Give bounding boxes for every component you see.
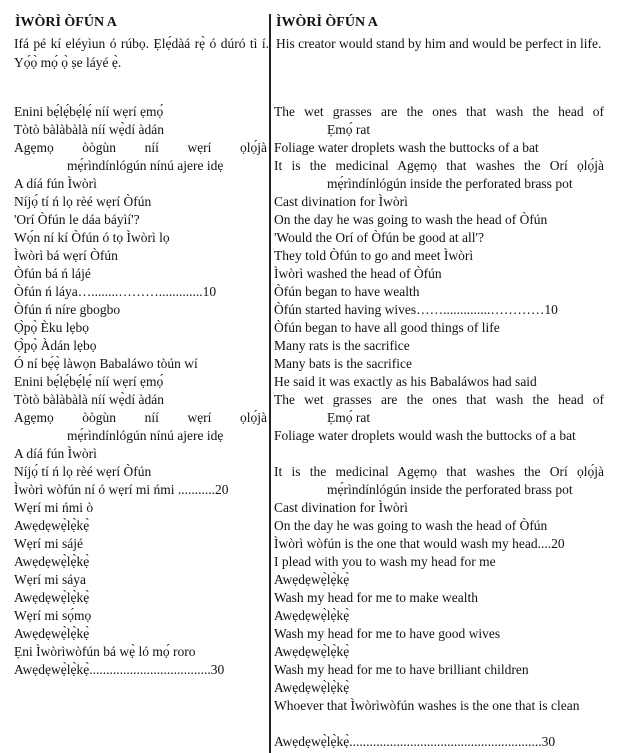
verse-line: Ọ̀pọ̀ Èku lẹbọ (14, 320, 89, 335)
english-intro: His creator would stand by him and would be perfect in life. (276, 36, 602, 51)
verse-line: Awẹdẹwẹ̀lẹ̀kẹ̀ (14, 590, 90, 605)
yoruba-title: ÌWÒRÌ ÒFÚN A (15, 15, 117, 30)
verse-line: Ìwòrì bá wẹrí Òfún (14, 248, 118, 263)
verse-line: Awẹdẹwẹ̀lẹ̀kẹ̀ (274, 572, 350, 587)
verse-line: The wet grasses are the ones that wash the head of (274, 104, 604, 119)
verse-line: Òfún ń láya…........……….............10 (14, 284, 217, 299)
verse-line: Ó ní bẹ́ẹ̀ làwọn Babaláwo tòún wí (14, 356, 198, 371)
verse-line: Awẹdẹwẹ̀lẹ̀kẹ̀ (14, 518, 90, 533)
verse-line: mẹ́rìndínlógún nínú ajere idẹ (67, 428, 224, 443)
verse-line: Many rats is the sacrifice (274, 338, 410, 353)
verse-line: Wẹrí mi sọ́mọ (14, 608, 92, 623)
verse-line: Ìwòrì washed the head of Òfún (274, 266, 442, 281)
verse-line: Níjọ́ tí ń lọ rèé wẹrí Òfún (14, 194, 152, 209)
verse-line: Awẹdẹwẹ̀lẹ̀kẹ̀ (274, 608, 350, 623)
yoruba-verse (14, 103, 267, 679)
verse-line: It is the medicinal Agẹmọ that washes the Orí ọlọ́jà (274, 464, 604, 479)
verse-line: Tòtò bàlàbàlà níí wẹ̀dí àdán (14, 122, 164, 137)
verse-line: Awẹdẹwẹ̀lẹ̀kẹ̀.........................................................30 (274, 734, 556, 749)
verse-line: Cast divination for Ìwòrì (274, 194, 408, 209)
verse-line: Foliage water droplets wash the buttocks of a bat (274, 140, 539, 155)
verse-line: Òfún began to have all good things of life (274, 320, 500, 335)
verse-line: A díá fún Ìwòrì (14, 446, 97, 461)
verse-line: Níjọ́ tí ń lọ rèé wẹrí Òfún (14, 464, 152, 479)
verse-line: Foliage water droplets would wash the buttocks of a bat (274, 428, 576, 443)
verse-line: Wọ́n ní kí Òfún ó tọ Ìwòrì lọ (14, 230, 170, 245)
verse-line: It is the medicinal Agẹmọ that washes the Orí ọlọ́jà (274, 158, 604, 173)
verse-line: Òfún started having wives……..............…………10 (274, 302, 558, 317)
verse-line: On the day he was going to wash the head of Òfún (274, 212, 548, 227)
verse-line: Wẹrí mi sáya (14, 572, 86, 587)
verse-line: Awẹdẹwẹ̀lẹ̀kẹ̀ (274, 644, 350, 659)
english-title: ÌWÒRÌ ÒFÚN A (276, 15, 378, 30)
verse-line: 'Would the Orí of Òfún be good at all'? (274, 230, 484, 245)
verse-line: 'Orí Òfún le dáa báyìí'? (14, 212, 140, 227)
verse-line: Wẹrí mi ńmi ò (14, 500, 94, 515)
verse-line: The wet grasses are the ones that wash the head of (274, 392, 604, 407)
verse-line: Òfún began to have wealth (274, 284, 420, 299)
verse-line: They told Òfún to go and meet Ìwòrì (274, 248, 474, 263)
verse-line: Òfún ń níre gbogbo (14, 302, 121, 317)
verse-line: Ìwòrì wòfún ní ó wẹrí mi ńmi ...........20 (14, 482, 229, 497)
verse-line: I plead with you to wash my head for me (274, 554, 496, 569)
verse-line: On the day he was going to wash the head of Òfún (274, 518, 548, 533)
verse-line: Wash my head for me to have brilliant children (274, 662, 529, 677)
verse-line: Awẹdẹwẹ̀lẹ̀kẹ̀ (14, 626, 90, 641)
verse-line: Awẹdẹwẹ̀lẹ̀kẹ̀ (14, 554, 90, 569)
verse-line: Wash my head for me to have good wives (274, 626, 501, 641)
verse-line: Ẹni Ìwòrìwòfún bá wẹ̀ ló mọ́ roro (14, 644, 196, 659)
verse-line: Whoever that Ìwòrìwòfún washes is the one that is clean (274, 698, 580, 713)
column-divider (269, 14, 271, 753)
verse-line: mẹ́rìndínlógún nínú ajere idẹ (67, 158, 224, 173)
verse-line: Wẹrí mi sájé (14, 536, 83, 551)
verse-line: Ẹmọ́ rat (327, 410, 371, 425)
verse-line: Enini bẹ́lẹ́bẹ́lẹ́ níí wẹrí ẹmọ́ (14, 374, 164, 389)
verse-line: Awẹdẹwẹ̀lẹ̀kẹ̀ (274, 680, 350, 695)
verse-line: Ìwòrì wòfún is the one that would wash my head....20 (274, 536, 565, 551)
verse-line: mẹ́rìndínlógún inside the perforated brass pot (327, 176, 573, 191)
verse-line: mẹ́rìndínlógún inside the perforated brass pot (327, 482, 573, 497)
verse-line: Tòtò bàlàbàlà níí wẹ̀dí àdán (14, 392, 164, 407)
verse-line: Agẹmọ òògùn níí wẹrí ọlọ́jà (14, 410, 267, 425)
verse-line: A díá fún Ìwòrì (14, 176, 97, 191)
yoruba-intro: Ifá pé kí eléyìun ó rúbọ. Ẹlẹ́dàá rẹ̀ ó dúró tì í. Yọ́ọ̀ mọ́ ọ̀ ṣe láyé ẹ̀. (14, 36, 269, 70)
verse-line: He said it was exactly as his Babaláwos had said (274, 374, 537, 389)
verse-line: Agẹmọ òògùn níí wẹrí ọlọ́jà (14, 140, 267, 155)
verse-line: Ọ̀pọ̀ Àdán lẹbọ (14, 338, 97, 353)
verse-line: Wash my head for me to make wealth (274, 590, 478, 605)
verse-line: Many bats is the sacrifice (274, 356, 412, 371)
verse-line: Awẹdẹwẹ̀lẹ̀kẹ̀....................................30 (14, 662, 225, 677)
verse-line: Ẹmọ́ rat (327, 122, 371, 137)
verse-line: Enini bẹ́lẹ́bẹ́lẹ́ níí wẹrí ẹmọ́ (14, 104, 164, 119)
verse-line: Òfún bá ń lájé (14, 266, 91, 281)
verse-line: Cast divination for Ìwòrì (274, 500, 408, 515)
english-verse (274, 103, 604, 751)
